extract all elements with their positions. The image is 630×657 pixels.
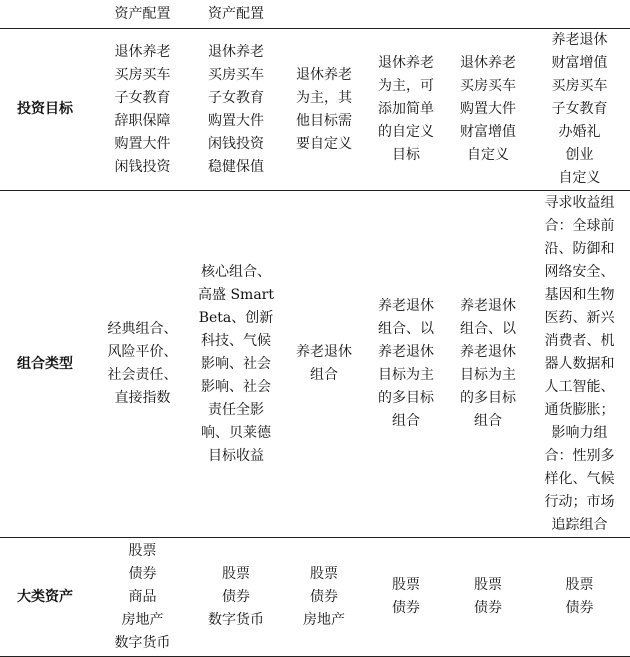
cell-line: 稳健保值: [208, 158, 264, 175]
cell-line: 退休养老: [296, 66, 352, 83]
cell-line: 社会责任、: [107, 367, 178, 383]
table-header-row: [0, 0, 630, 29]
cell-line: 股票: [392, 577, 420, 593]
cell-line: 养老退休: [460, 298, 516, 314]
cell-line: 买房买车: [551, 78, 608, 94]
cell-line: 购置大件: [114, 135, 171, 152]
cell-line: 他目标需: [296, 112, 352, 129]
cell-line: 房地产: [303, 611, 345, 628]
table-cell: [447, 191, 529, 538]
cell-line: 自定义: [467, 147, 509, 163]
header-cell-empty: [0, 0, 96, 29]
cell-line: 影响、社会: [201, 355, 271, 372]
cell-line: 养老退休: [296, 344, 352, 360]
table-cell: [283, 538, 365, 657]
header-cell-4: [365, 0, 447, 29]
cell-line: 寻求收益组: [544, 194, 615, 211]
table-cell: [365, 191, 447, 538]
table-cell: [529, 29, 630, 191]
cell-line: 买房买车: [460, 78, 516, 94]
row-label-asset-class: 大类资产: [0, 538, 96, 657]
table-cell: [447, 538, 529, 657]
cell-line: 的自定义: [378, 124, 434, 140]
table-cell: [96, 29, 189, 191]
row-label-portfolio-type: 组合类型: [0, 191, 96, 538]
header-cell-6: [529, 0, 630, 29]
cell-line: 财富增值: [460, 124, 516, 140]
header-cell-1: 资产配置: [96, 0, 189, 29]
table-cell: [189, 29, 283, 191]
cell-line: 沿、防御和: [544, 240, 615, 257]
cell-line: 房地产: [121, 611, 164, 628]
cell-line: 组合: [392, 413, 420, 429]
cell-line: 债券: [474, 600, 502, 616]
cell-line: 买房买车: [208, 66, 264, 83]
cell-line: 目标为主: [378, 367, 434, 383]
cell-line: 办婚礼: [558, 124, 601, 140]
cell-line: 自定义: [558, 170, 601, 186]
cell-line: 养老退休: [378, 298, 434, 314]
cell-line: 养老退休: [378, 344, 434, 360]
cell-line: 股票: [565, 577, 594, 593]
cell-line: 合：性别多: [544, 447, 615, 464]
cell-line: 退休养老: [114, 43, 171, 60]
table-cell: [189, 538, 283, 657]
header-cell-2: 资产配置: [189, 0, 283, 29]
cell-line: 影响力组: [551, 424, 608, 441]
cell-line: 购置大件: [460, 101, 516, 117]
cell-line: 商品: [128, 588, 157, 605]
cell-line: 子女教育: [114, 89, 171, 106]
cell-line: 人工智能、: [544, 378, 615, 395]
cell-line: 目标为主: [460, 367, 516, 383]
cell-line: 子女教育: [551, 101, 608, 117]
cell-line: 组合: [310, 367, 338, 383]
cell-line: 要自定义: [296, 135, 352, 152]
cell-line: 财富增值: [551, 55, 608, 71]
cell-line: 的多目标: [378, 390, 434, 406]
cell-line: 经典组合、: [107, 321, 178, 337]
cell-line: 闲钱投资: [114, 158, 171, 175]
cell-line: 器人数据和: [544, 355, 615, 372]
cell-line: 债券: [128, 565, 157, 582]
cell-line: 基因和生物: [544, 286, 615, 303]
header-cell-3: [283, 0, 365, 29]
cell-line: 目标收益: [208, 447, 264, 464]
cell-line: 影响、社会: [201, 378, 271, 395]
cell-line: 消费者、机: [544, 332, 615, 349]
cell-line: 责任全影: [208, 401, 264, 418]
cell-line: 高盛 Smart: [198, 286, 274, 303]
cell-line: 组合、以: [460, 321, 516, 337]
cell-line: 闲钱投资: [208, 135, 264, 152]
cell-line: 合：全球前: [544, 217, 615, 234]
cell-line: 养老退休: [460, 344, 516, 360]
cell-line: 核心组合、: [201, 263, 271, 280]
cell-line: 购置大件: [208, 112, 264, 129]
cell-line: 数字货币: [114, 634, 171, 651]
table-row: [0, 29, 630, 191]
cell-line: 买房买车: [114, 66, 171, 83]
table-cell: [447, 29, 529, 191]
table-cell: [96, 191, 189, 538]
cell-line: 股票: [474, 577, 502, 593]
cell-line: 样化、气候: [544, 470, 615, 487]
table-row: [0, 538, 630, 657]
cell-line: 添加简单: [378, 101, 434, 117]
table-cell: [189, 191, 283, 538]
cell-line: 债券: [392, 600, 420, 616]
cell-line: 追踪组合: [551, 516, 608, 533]
table-cell: [529, 191, 630, 538]
cell-line: 的多目标: [460, 390, 516, 406]
cell-line: 数字货币: [208, 611, 264, 628]
cell-line: 直接指数: [114, 390, 171, 406]
cell-line: 风险平价、: [107, 344, 178, 360]
cell-line: 组合、以: [378, 321, 434, 337]
cell-line: 通货膨胀；: [544, 401, 615, 418]
cell-line: 债券: [565, 600, 594, 616]
cell-line: 退休养老: [378, 55, 434, 71]
row-label-investment-goal: 投资目标: [0, 29, 96, 191]
cell-line: 子女教育: [208, 89, 264, 106]
table-cell: [365, 29, 447, 191]
cell-line: 退休养老: [460, 55, 516, 71]
cell-line: 辞职保障: [114, 112, 171, 129]
table-row: [0, 191, 630, 538]
cell-line: 为主，可: [378, 78, 434, 94]
cell-line: Beta、创新: [198, 309, 274, 326]
table-cell: [365, 538, 447, 657]
cell-line: 退休养老: [208, 43, 264, 60]
table-cell: [283, 29, 365, 191]
cell-line: 股票: [222, 565, 250, 582]
cell-line: 为主，其: [296, 89, 352, 106]
cell-line: 组合: [474, 413, 502, 429]
cell-line: 债券: [310, 588, 338, 605]
cell-line: 股票: [310, 565, 338, 582]
cell-line: 响、贝莱德: [201, 424, 271, 441]
cell-line: 创业: [565, 147, 594, 163]
cell-line: 目标: [392, 147, 420, 163]
cell-line: 科技、气候: [201, 332, 271, 349]
cell-line: 股票: [128, 542, 157, 559]
cell-line: 养老退休: [551, 32, 608, 48]
cell-line: 债券: [222, 588, 250, 605]
table-cell: [529, 538, 630, 657]
cell-line: 行动；市场: [544, 493, 615, 510]
cell-line: 网络安全、: [544, 263, 615, 280]
header-cell-5: [447, 0, 529, 29]
table-cell: [283, 191, 365, 538]
table-cell: [96, 538, 189, 657]
cell-line: 医药、新兴: [544, 309, 615, 326]
